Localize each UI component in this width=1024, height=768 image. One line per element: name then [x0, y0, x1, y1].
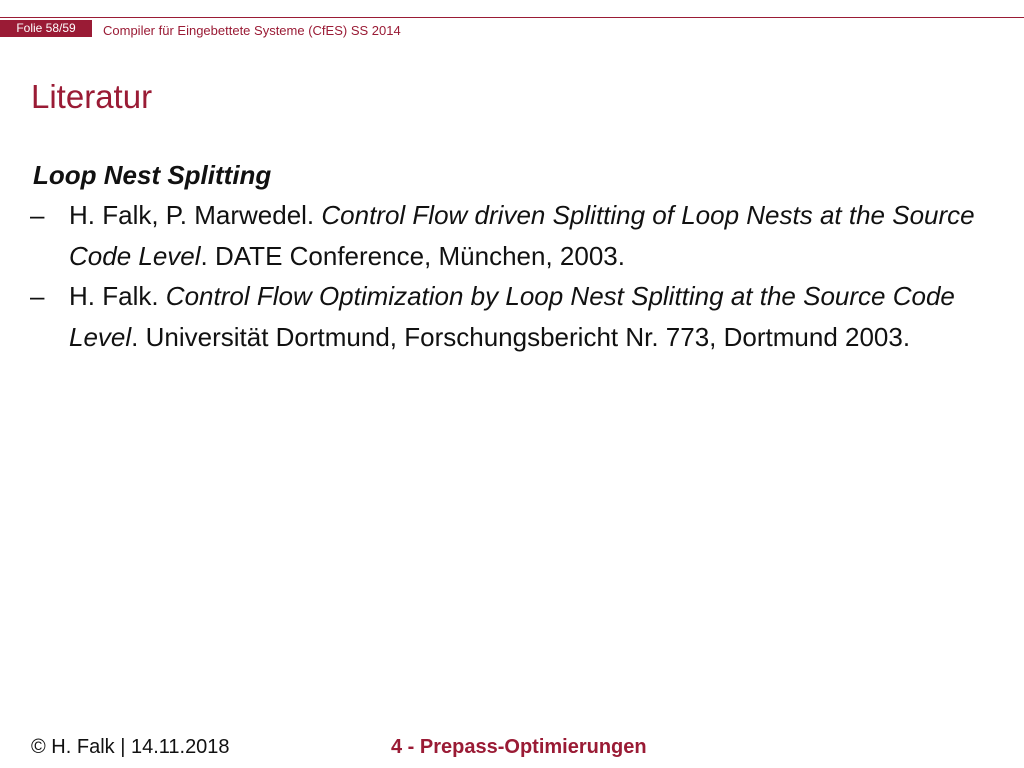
reference-authors: H. Falk, P. Marwedel. [69, 200, 322, 230]
reference-item [30, 195, 1000, 276]
course-title: Compiler für Eingebettete Systeme (CfES) SS 2014 [103, 23, 401, 38]
slide-number-tab: Folie 58/59 [0, 20, 92, 37]
reference-list [30, 195, 1000, 357]
slide-title: Literatur [31, 78, 153, 115]
reference-authors: H. Falk. [69, 281, 166, 311]
reference-item [30, 276, 1000, 357]
list-bullet: – [30, 281, 45, 311]
list-bullet: – [30, 200, 45, 230]
reference-details: . Universität Dortmund, Forschungsbericht Nr. 773, Dortmund 2003. [131, 321, 911, 352]
header-rule [0, 17, 1024, 18]
reference-title: Control Flow driven Splitting of Loop Nests at the Source Code Level [69, 200, 975, 271]
section-heading: Loop Nest Splitting [33, 160, 272, 190]
footer-copyright: © H. Falk | 14.11.2018 [31, 736, 230, 758]
reference-details: . DATE Conference, München, 2003. [200, 240, 625, 271]
footer-chapter: 4 - Prepass-Optimierungen [391, 736, 647, 758]
reference-title: Control Flow Optimization by Loop Nest Splitting at the Source Code Level [69, 281, 955, 352]
